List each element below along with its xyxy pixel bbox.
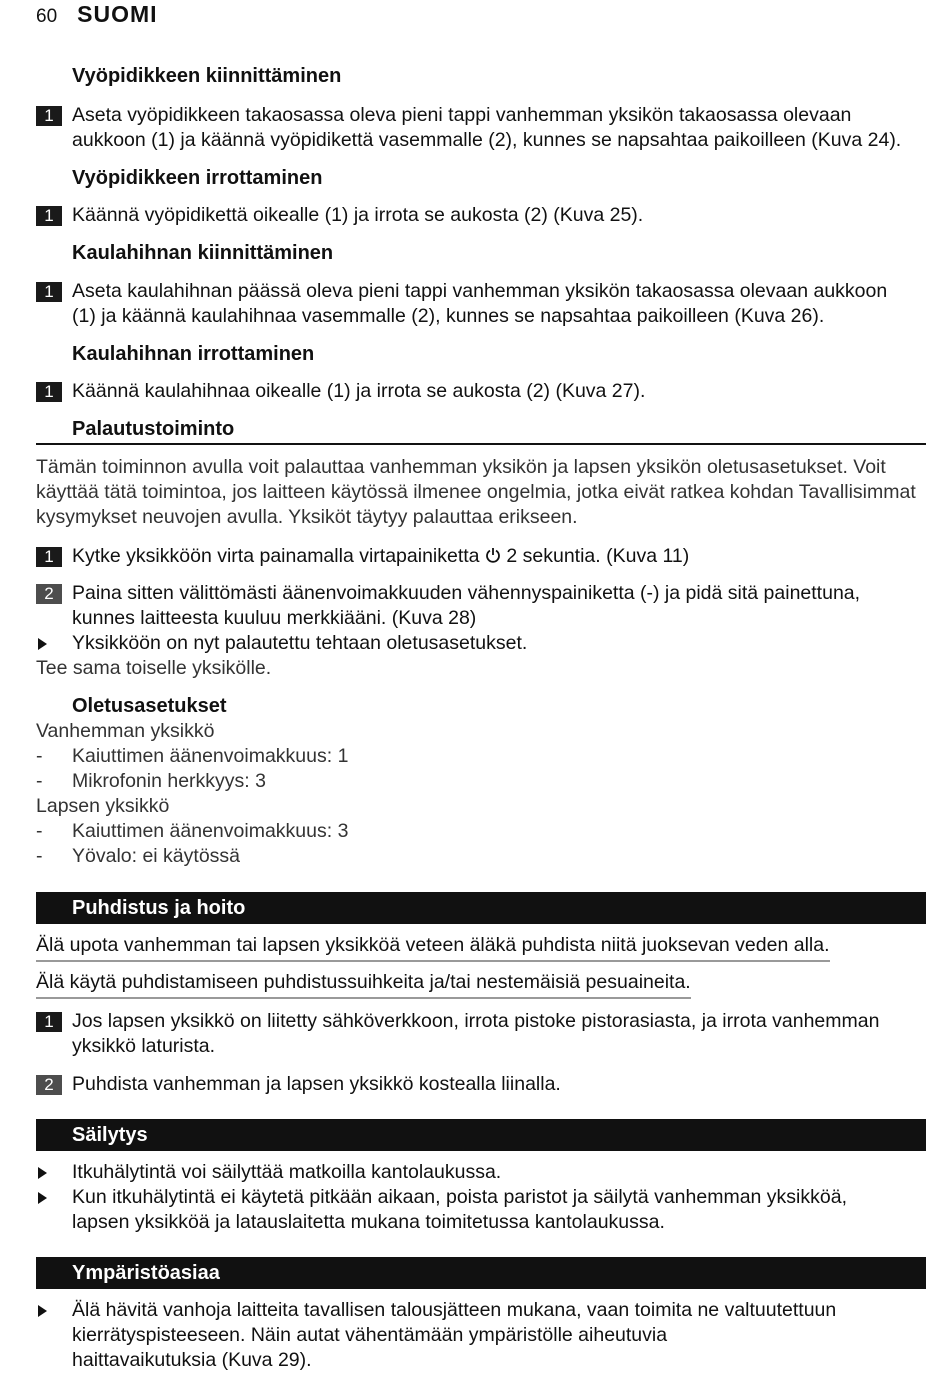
triangle-bullet-icon [38, 638, 47, 650]
intro-line: kysymykset neuvojen avulla. Yksiköt täytyy palauttaa erikseen. [36, 506, 578, 528]
reset-note: Tee sama toiselle yksikölle. [36, 657, 272, 679]
step-text-line: yksikkö laturista. [72, 1035, 216, 1057]
neck-strap-detach-step-1 [36, 379, 926, 404]
bullet-text-line: kierrätyspisteeseen. Näin autat vähentämään ympäristölle aiheutuvia [72, 1324, 668, 1346]
reset-heading: Palautustoiminto [72, 418, 235, 440]
cleaning-warning-1: Älä upota vanhemman tai lapsen yksikköä veteen äläkä puhdista niitä juoksevan veden alla. [36, 933, 830, 962]
step-text-line: Puhdista vanhemman ja lapsen yksikkö kostealla liinalla. [72, 1073, 561, 1095]
bullet-text-line: Kun itkuhälytintä ei käytetä pitkään aikaan, poista paristot ja säilytä vanhemman yksikköä, [72, 1186, 848, 1208]
bullet-text-line: lapsen yksikköä ja latauslaitetta mukana toimitetussa kantolaukussa. [72, 1211, 665, 1233]
cleaning-step-1 [36, 1009, 926, 1059]
page-number: 60 [36, 6, 58, 27]
bullet-text-line: haittavaikutuksia (Kuva 29). [72, 1349, 312, 1371]
storage-heading: Säilytys [72, 1124, 148, 1146]
triangle-bullet-icon [38, 1167, 47, 1179]
step-text-line: Paina sitten välittömästi äänenvoimakkuuden vähennyspainiketta (-) ja pidä sitä painettuna, [72, 582, 861, 604]
cleaning-heading: Puhdistus ja hoito [72, 897, 246, 919]
default-item [36, 819, 916, 844]
step-text-line: aukkoon (1) ja käännä vyöpidikettä vasemmalle (2), kunnes se napsahtaa paikoilleen (Kuva 24). [72, 129, 902, 151]
intro-line: Tämän toiminnon avulla voit palauttaa vanhemman yksikön ja lapsen yksikön oletusasetukset. Voit [36, 456, 886, 478]
step-text-line: Käännä vyöpidikettä oikealle (1) ja irrota se aukosta (2) (Kuva 25). [72, 204, 644, 226]
bullet-text: Itkuhälytintä voi säilyttää matkoilla kantolaukussa. [72, 1161, 502, 1183]
triangle-bullet-icon [38, 1192, 47, 1204]
step-text-line: kunnes laitteesta kuuluu merkkiääni. (Kuva 28) [72, 607, 477, 629]
step-number: 1 [36, 382, 62, 402]
cleaning-section-bar [36, 892, 926, 924]
reset-step-1 [36, 544, 926, 569]
dash-marker: - [36, 770, 43, 792]
step-text-line: Aseta vyöpidikkeen takaosassa oleva pieni tappi vanhemman yksikön takaosassa olevaan [72, 104, 852, 126]
environment-bullet-1 [36, 1298, 926, 1373]
step-text: 2 sekuntia. (Kuva 11) [506, 545, 690, 567]
step-number: 1 [36, 1012, 62, 1032]
reset-step-2 [36, 581, 926, 631]
bullet-text-line: Älä hävitä vanhoja laitteita tavallisen talousjätteen mukana, vaan toimita ne valtuutettuun [72, 1299, 837, 1321]
belt-clip-detach-heading: Vyöpidikkeen irrottaminen [72, 167, 323, 189]
environment-heading: Ympäristöasiaa [72, 1262, 220, 1284]
triangle-bullet-icon [38, 1305, 47, 1317]
neck-strap-attach-heading: Kaulahihnan kiinnittäminen [72, 242, 334, 264]
neck-strap-attach-step-1 [36, 279, 926, 329]
step-number: 1 [36, 106, 62, 126]
result-text: Yksikköön on nyt palautettu tehtaan oletusasetukset. [72, 632, 528, 654]
intro-line: käyttää tätä toimintoa, jos laitteen käytössä ilmenee ongelmia, jotka eivät ratkea kohdan Tavallisimmat [36, 481, 916, 503]
default-item [36, 769, 916, 794]
step-text-line: Jos lapsen yksikkö on liitetty sähköverkkoon, irrota pistoke pistorasiasta, ja irrota vanhemman [72, 1010, 880, 1032]
section-divider [36, 443, 926, 445]
belt-clip-attach-heading: Vyöpidikkeen kiinnittäminen [72, 65, 342, 87]
step-text-line: Aseta kaulahihnan päässä oleva pieni tappi vanhemman yksikön takaosassa olevaan aukkoon [72, 280, 888, 302]
cleaning-warning-2: Älä käytä puhdistamiseen puhdistussuihkeita ja/tai nestemäisiä pesuaineita. [36, 970, 691, 999]
dash-marker: - [36, 745, 43, 767]
environment-section-bar [36, 1257, 926, 1289]
default-item-text: Kaiuttimen äänenvoimakkuus: 1 [72, 745, 349, 767]
storage-section-bar [36, 1119, 926, 1151]
step-text: Kytke yksikköön virta painamalla virtapainiketta [72, 545, 480, 567]
step-text-line: (1) ja käännä kaulahihnaa vasemmalle (2), kunnes se napsahtaa paikoilleen (Kuva 26). [72, 305, 825, 327]
step-number: 1 [36, 547, 62, 567]
defaults-heading: Oletusasetukset [72, 695, 227, 717]
belt-clip-detach-step-1 [36, 203, 926, 228]
default-item [36, 844, 916, 869]
default-item-text: Yövalo: ei käytössä [72, 845, 241, 867]
parent-unit-label: Vanhemman yksikkö [36, 720, 215, 742]
dash-marker: - [36, 820, 43, 842]
step-number: 2 [36, 1075, 62, 1095]
step-number: 1 [36, 282, 62, 302]
dash-marker: - [36, 845, 43, 867]
baby-unit-label: Lapsen yksikkö [36, 795, 170, 817]
reset-result [36, 631, 926, 656]
default-item-text: Kaiuttimen äänenvoimakkuus: 3 [72, 820, 349, 842]
step-text-line: Käännä kaulahihnaa oikealle (1) ja irrota se aukosta (2) (Kuva 27). [72, 380, 646, 402]
default-item [36, 744, 916, 769]
default-item-text: Mikrofonin herkkyys: 3 [72, 770, 266, 792]
step-number: 2 [36, 584, 62, 604]
belt-clip-attach-step-1 [36, 103, 926, 153]
storage-bullet-1 [36, 1160, 926, 1185]
power-icon [485, 544, 501, 569]
step-number: 1 [36, 206, 62, 226]
cleaning-step-2 [36, 1072, 926, 1097]
storage-bullet-2 [36, 1185, 926, 1235]
page-header [36, 2, 158, 28]
reset-intro [36, 455, 926, 530]
neck-strap-detach-heading: Kaulahihnan irrottaminen [72, 343, 315, 365]
language-label: SUOMI [77, 1, 158, 27]
